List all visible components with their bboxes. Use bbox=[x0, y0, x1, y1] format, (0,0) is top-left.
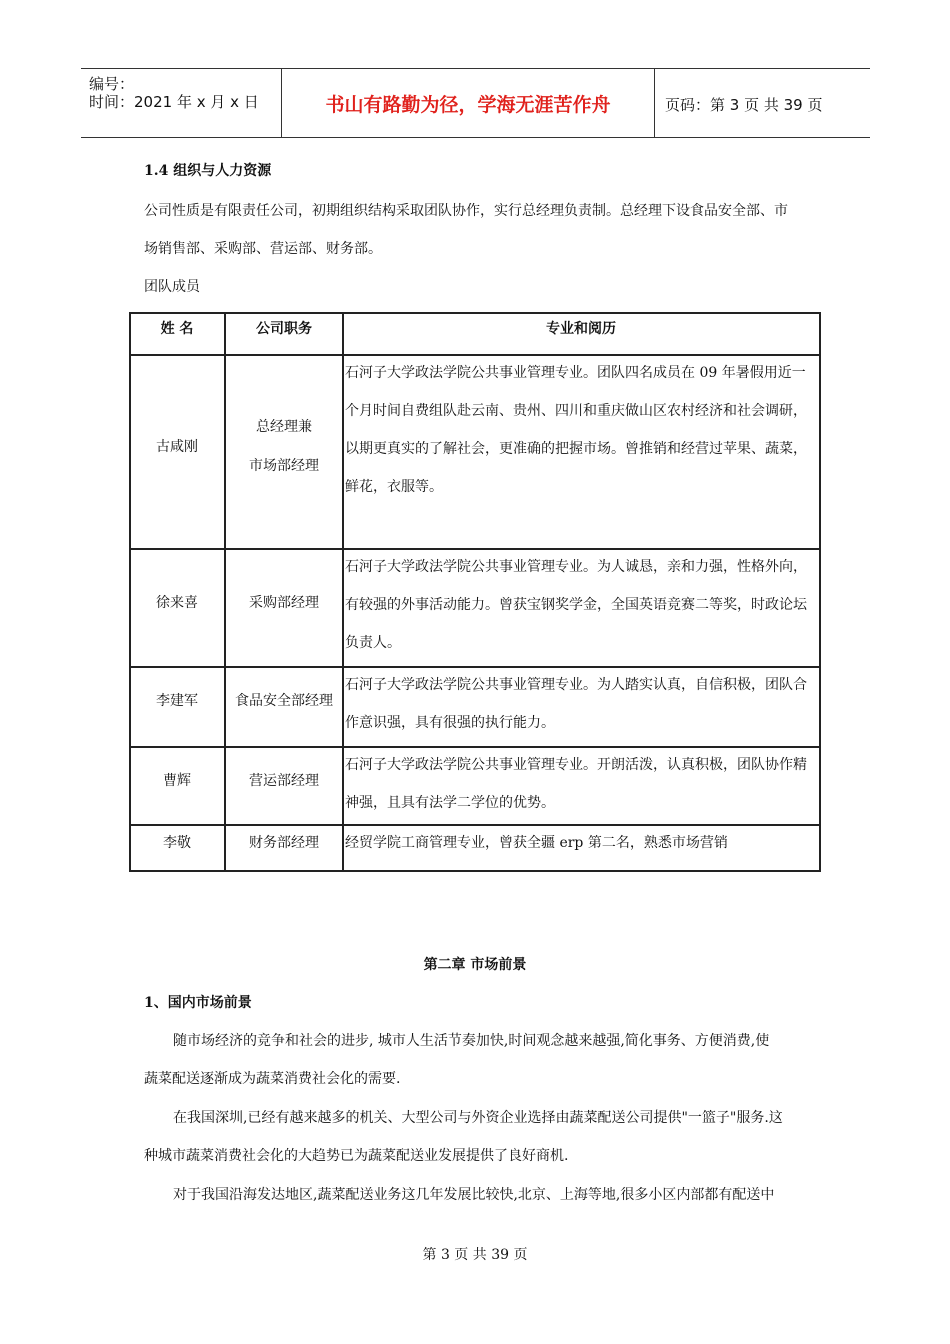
header-time-label: 时间：2021 年 x 月 x 日 bbox=[89, 93, 259, 111]
page-header bbox=[81, 68, 870, 138]
table-cell-role: 总经理兼 bbox=[256, 419, 312, 435]
table-cell-experience: 石河子大学政法学院公共事业管理专业。为人踏实认真，自信积极，团队合作意识强，具有很强的执行能力。 bbox=[345, 677, 807, 731]
header-meta bbox=[81, 69, 282, 137]
table-cell-experience: 石河子大学政法学院公共事业管理专业。开朗活泼，认真积极，团队协作精神强，且具有法学二学位的优势。 bbox=[345, 757, 807, 811]
table-cell-role: 采购部经理 bbox=[249, 595, 319, 611]
chapter-paragraph-line: 在我国深圳,已经有越来越多的机关、大型公司与外资企业选择由蔬菜配送公司提供"一篮子"服务.这 bbox=[173, 1110, 783, 1126]
table-cell-role: 财务部经理 bbox=[249, 835, 319, 851]
table-cell-name: 徐来喜 bbox=[156, 595, 198, 611]
table-cell-name: 李敬 bbox=[163, 835, 191, 851]
header-number-label: 编号： bbox=[89, 75, 135, 93]
page-footer: 第 3 页 共 39 页 bbox=[422, 1247, 528, 1263]
header-motto: 书山有路勤为径，学海无涯苦作舟 bbox=[282, 69, 655, 137]
chapter-paragraph-line: 蔬菜配送逐渐成为蔬菜消费社会化的需要. bbox=[144, 1071, 401, 1087]
table-cell-name: 曹辉 bbox=[163, 773, 191, 789]
table-cell-name: 古咸刚 bbox=[156, 439, 198, 455]
table-header-name: 姓 名 bbox=[160, 321, 194, 337]
table-cell-experience: 石河子大学政法学院公共事业管理专业。团队四名成员在 09 年暑假用近一个月时间自费组队赴云南、贵州、四川和重庆做山区农村经济和社会调研，以期更真实的了解社会，更准确的把握市场。曾推销和经营过苹果、蔬菜，鲜花，衣服等。 bbox=[345, 365, 807, 495]
table-cell-experience: 经贸学院工商管理专业，曾获全疆 erp 第二名，熟悉市场营销 bbox=[345, 835, 728, 851]
header-page-label: 页码：第 3 页 共 39 页 bbox=[665, 96, 823, 114]
table-header-role: 公司职务 bbox=[256, 321, 312, 337]
chapter-paragraph-line: 随市场经济的竞争和社会的进步, 城市人生活节奏加快,时间观念越来越强,简化事务、方便消费,使 bbox=[173, 1033, 770, 1049]
table-cell-experience: 石河子大学政法学院公共事业管理专业。为人诚恳，亲和力强，性格外向，有较强的外事活动能力。曾获宝钢奖学金，全国英语竞赛二等奖，时政论坛负责人。 bbox=[345, 559, 807, 651]
table-cell-role: 营运部经理 bbox=[249, 773, 319, 789]
team-members-label: 团队成员 bbox=[144, 279, 200, 295]
chapter-paragraph-line: 对于我国沿海发达地区,蔬菜配送业务这几年发展比较快,北京、上海等地,很多小区内部都有配送中 bbox=[173, 1187, 775, 1203]
table-header-experience: 专业和阅历 bbox=[546, 321, 616, 337]
chapter-title: 第二章 市场前景 bbox=[423, 957, 527, 973]
table-cell-role: 市场部经理 bbox=[249, 458, 319, 474]
chapter-subtitle: 1、国内市场前景 bbox=[144, 995, 252, 1011]
section-paragraph-line: 场销售部、采购部、营运部、财务部。 bbox=[144, 241, 382, 257]
section-paragraph-line: 公司性质是有限责任公司，初期组织结构采取团队协作，实行总经理负责制。总经理下设食品安全部、市 bbox=[144, 203, 788, 219]
team-table bbox=[129, 312, 821, 872]
table-cell-role: 食品安全部经理 bbox=[235, 693, 333, 709]
table-cell-name: 李建军 bbox=[156, 693, 198, 709]
section-title: 1.4 组织与人力资源 bbox=[144, 163, 272, 179]
chapter-paragraph-line: 种城市蔬菜消费社会化的大趋势已为蔬菜配送业发展提供了良好商机. bbox=[144, 1148, 569, 1164]
